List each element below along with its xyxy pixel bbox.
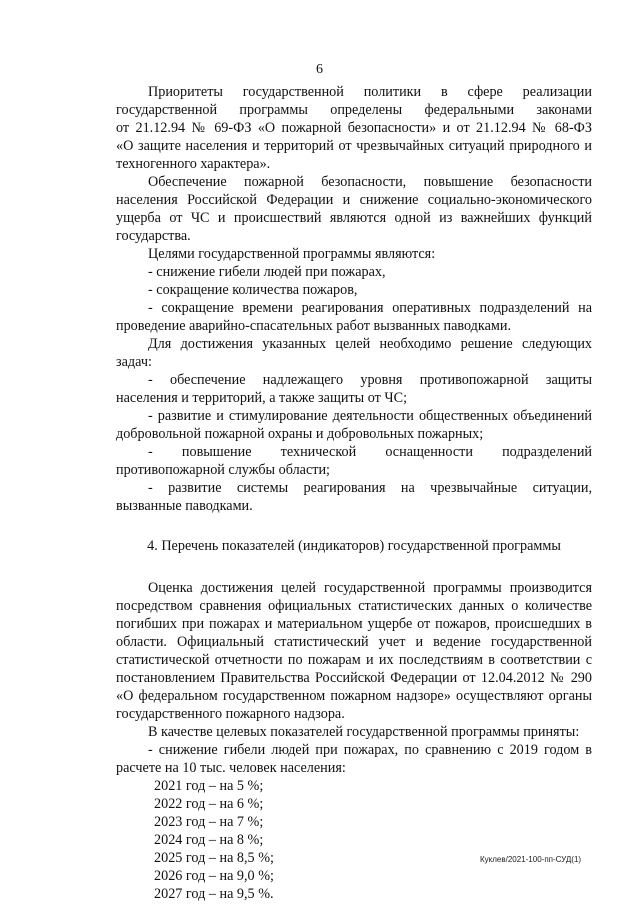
text-line: статистической отчетности по пожарам и их последствиям в соответствии с <box>116 652 592 668</box>
task-item-continued: вызванные паводками. <box>116 498 253 514</box>
goal-item-continued: проведение аварийно-спасательных работ вызванных паводками. <box>116 318 511 334</box>
text-line: области. Официальный статистический учет и ведение государственной <box>116 634 592 650</box>
text-line: населения Российской Федерации и снижение социально-экономического <box>116 192 592 208</box>
yearly-target: 2023 год – на 7 %; <box>154 814 264 830</box>
text-line: от 21.12.94 № 69-ФЗ «О пожарной безопасности» и от 21.12.94 № 68-ФЗ <box>116 120 592 136</box>
targets-intro: В качестве целевых показателей государственной программы приняты: <box>148 724 580 740</box>
document-body <box>116 83 592 903</box>
yearly-target: 2025 год – на 8,5 %; <box>154 850 274 866</box>
text-line: посредством сравнения официальных статистических данных о количестве <box>116 598 592 614</box>
text-line: «О федеральном государственном пожарном надзоре» осуществляют органы <box>116 688 592 704</box>
footer-code: Куклев/2021-100-пп-СУД(1) <box>480 855 582 864</box>
task-item: - развитие системы реагирования на чрезвычайные ситуации, <box>148 480 592 496</box>
task-item-continued: противопожарной службы области; <box>116 462 330 478</box>
text-line: Оценка достижения целей государственной программы производится <box>148 580 592 596</box>
yearly-target: 2021 год – на 5 %; <box>154 778 264 794</box>
target-item: - снижение гибели людей при пожарах, по сравнению с 2019 годом в <box>148 742 592 758</box>
text-line: Приоритеты государственной политики в сфере реализации <box>148 84 592 100</box>
text-line: постановлением Правительства Российской Федерации от 12.04.2012 № 290 <box>116 670 592 686</box>
tasks-intro-continued: задач: <box>116 354 152 370</box>
tasks-intro: Для достижения указанных целей необходимо решение следующих <box>148 336 592 352</box>
goal-item: - снижение гибели людей при пожарах, <box>148 264 386 280</box>
yearly-target: 2027 год – на 9,5 %. <box>154 886 274 902</box>
task-item-continued: населения и территорий, а также защиты от ЧС; <box>116 390 408 406</box>
goals-intro: Целями государственной программы являются: <box>148 246 436 262</box>
text-line: государственной программы определены федеральными законами <box>116 102 592 118</box>
text-line: «О защите населения и территорий от чрезвычайных ситуаций природного и <box>116 138 592 154</box>
text-line: техногенного характера». <box>116 156 271 172</box>
text-line: государства. <box>116 228 191 244</box>
yearly-target: 2024 год – на 8 %; <box>154 832 264 848</box>
task-item-continued: добровольной пожарной охраны и добровольных пожарных; <box>116 426 484 442</box>
yearly-target: 2026 год – на 9,0 %; <box>154 868 274 884</box>
page-number: 6 <box>316 62 323 77</box>
text-line: ущерба от ЧС и происшествий являются одной из важнейших функций <box>116 210 592 226</box>
text-line: государственного пожарного надзора. <box>116 706 345 722</box>
yearly-target: 2022 год – на 6 %; <box>154 796 264 812</box>
goal-item: - сокращение количества пожаров, <box>148 282 358 298</box>
target-item-continued: расчете на 10 тыс. человек населения: <box>116 760 346 776</box>
goal-item: - сокращение времени реагирования оперативных подразделений на <box>148 300 592 316</box>
task-item: - развитие и стимулирование деятельности общественных объединений <box>148 408 592 424</box>
text-line: Обеспечение пожарной безопасности, повышение безопасности <box>148 174 592 190</box>
section-heading: 4. Перечень показателей (индикаторов) государственной программы <box>147 538 561 554</box>
text-line: погибших при пожарах и материальном ущербе от пожаров, происшедших в <box>116 616 592 632</box>
task-item: - повышение технической оснащенности подразделений <box>148 444 592 460</box>
task-item: - обеспечение надлежащего уровня противопожарной защиты <box>148 372 592 388</box>
